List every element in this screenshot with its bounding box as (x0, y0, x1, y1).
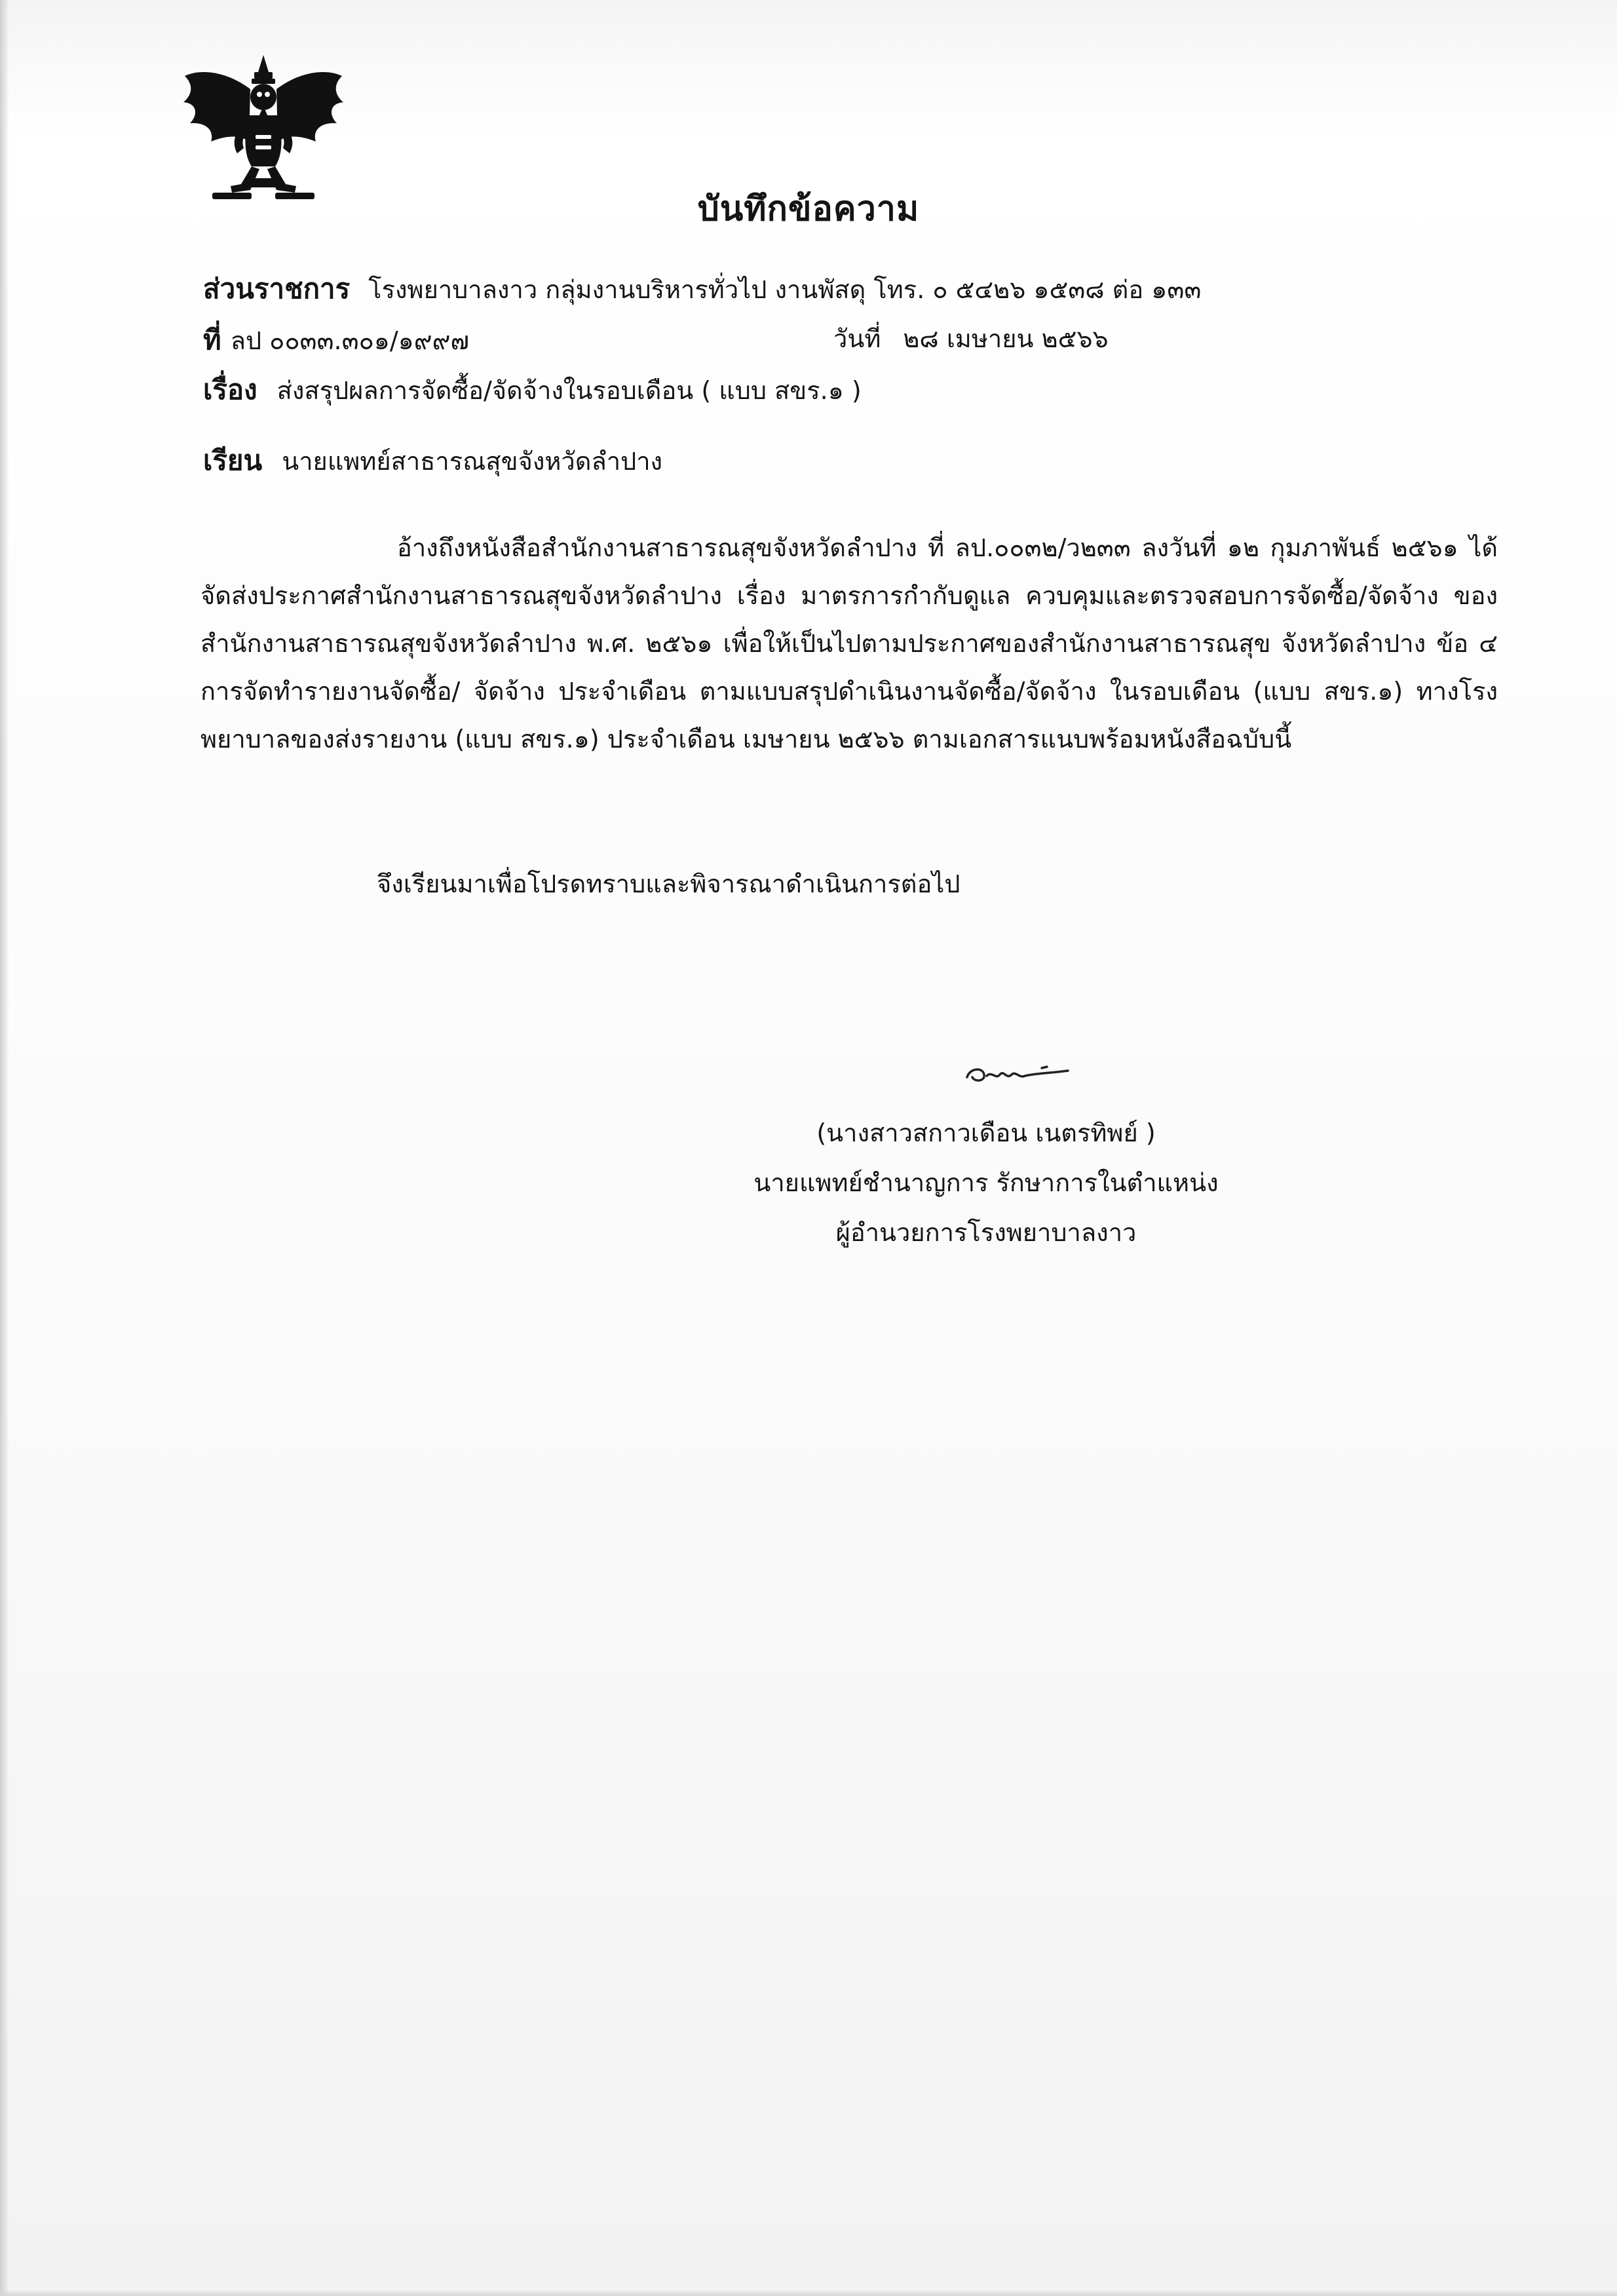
body-paragraph (200, 524, 1498, 763)
signer-position: นายแพทย์ชำนาญการ รักษาการในตำแหน่ง (753, 1168, 1219, 1197)
date-label: วันที่ (833, 324, 881, 353)
body-text: อ้างถึงหนังสือสำนักงานสาธารณสุขจังหวัดลำปาง ที่ ลป.๐๐๓๒/ว๒๓๓ ลงวันที่ ๑๒ กุมภาพันธ์ ๒๕๖๑ ได้จัดส่งประกาศสำนักงานสาธารณสุขจังหวัดลำปาง เรื่อง มาตรการกำกับดูแล ควบคุมและตรวจสอบการจัดซื้อ/จัดจ้าง ของสำนักงานสาธารณสุขจังหวัดลำปาง พ.ศ. ๒๕๖๑ เพื่อให้เป็นไปตามประกาศของสำนักงานสาธารณสุข จังหวัดลำปาง ข้อ ๔ การจัดทำรายงานจัดซื้อ/ จัดจ้าง ประจำเดือน ตามแบบสรุปดำเนินงานจัดซื้อ/จัดจ้าง ในรอบเดือน (แบบ สขร.๑) ทางโรงพยาบาลของส่งรายงาน (แบบ สขร.๑) ประจำเดือน เมษายน ๒๕๖๖ ตามเอกสารแนบพร้อมหนังสือฉบับนี้ (200, 533, 1498, 754)
handwritten-signature (963, 1054, 1075, 1093)
reference-label: ที่ (203, 324, 221, 356)
reference-line (203, 326, 469, 354)
subject-label: เรื่อง (203, 373, 257, 406)
scan-edge-left (0, 0, 9, 2296)
recipient-value: นายแพทย์สาธารณสุขจังหวัดลำปาง (282, 447, 663, 476)
recipient-line (203, 444, 663, 476)
department-label: ส่วนราชการ (203, 273, 351, 305)
closing-text: จึงเรียนมาเพื่อโปรดทราบและพิจารณาดำเนินการต่อไป (377, 870, 961, 898)
signer-role: ผู้อำนวยการโรงพยาบาลงาว (835, 1218, 1137, 1247)
signer-name: (นางสาวสกาวเดือน เนตรทิพย์ ) (816, 1119, 1156, 1147)
date-line (833, 326, 1109, 351)
recipient-label: เรียน (203, 444, 263, 476)
reference-value: ลป ๐๐๓๓.๓๐๑/๑๙๙๗ (230, 326, 470, 355)
department-value: โรงพยาบาลงาว กลุ่มงานบริหารทั่วไป งานพัสดุ โทร. ๐ ๕๔๒๖ ๑๕๓๘ ต่อ ๑๓๓ (368, 275, 1202, 304)
date-value: ๒๘ เมษายน ๒๕๖๖ (903, 324, 1109, 353)
department-line (203, 275, 1201, 303)
memo-title: บันทึกข้อความ (697, 189, 920, 229)
scan-edge-bottom (0, 2289, 1617, 2296)
subject-value: ส่งสรุปผลการจัดซื้อ/จัดจ้างในรอบเดือน ( แบบ สขร.๑ ) (276, 376, 862, 405)
subject-line (203, 373, 862, 406)
